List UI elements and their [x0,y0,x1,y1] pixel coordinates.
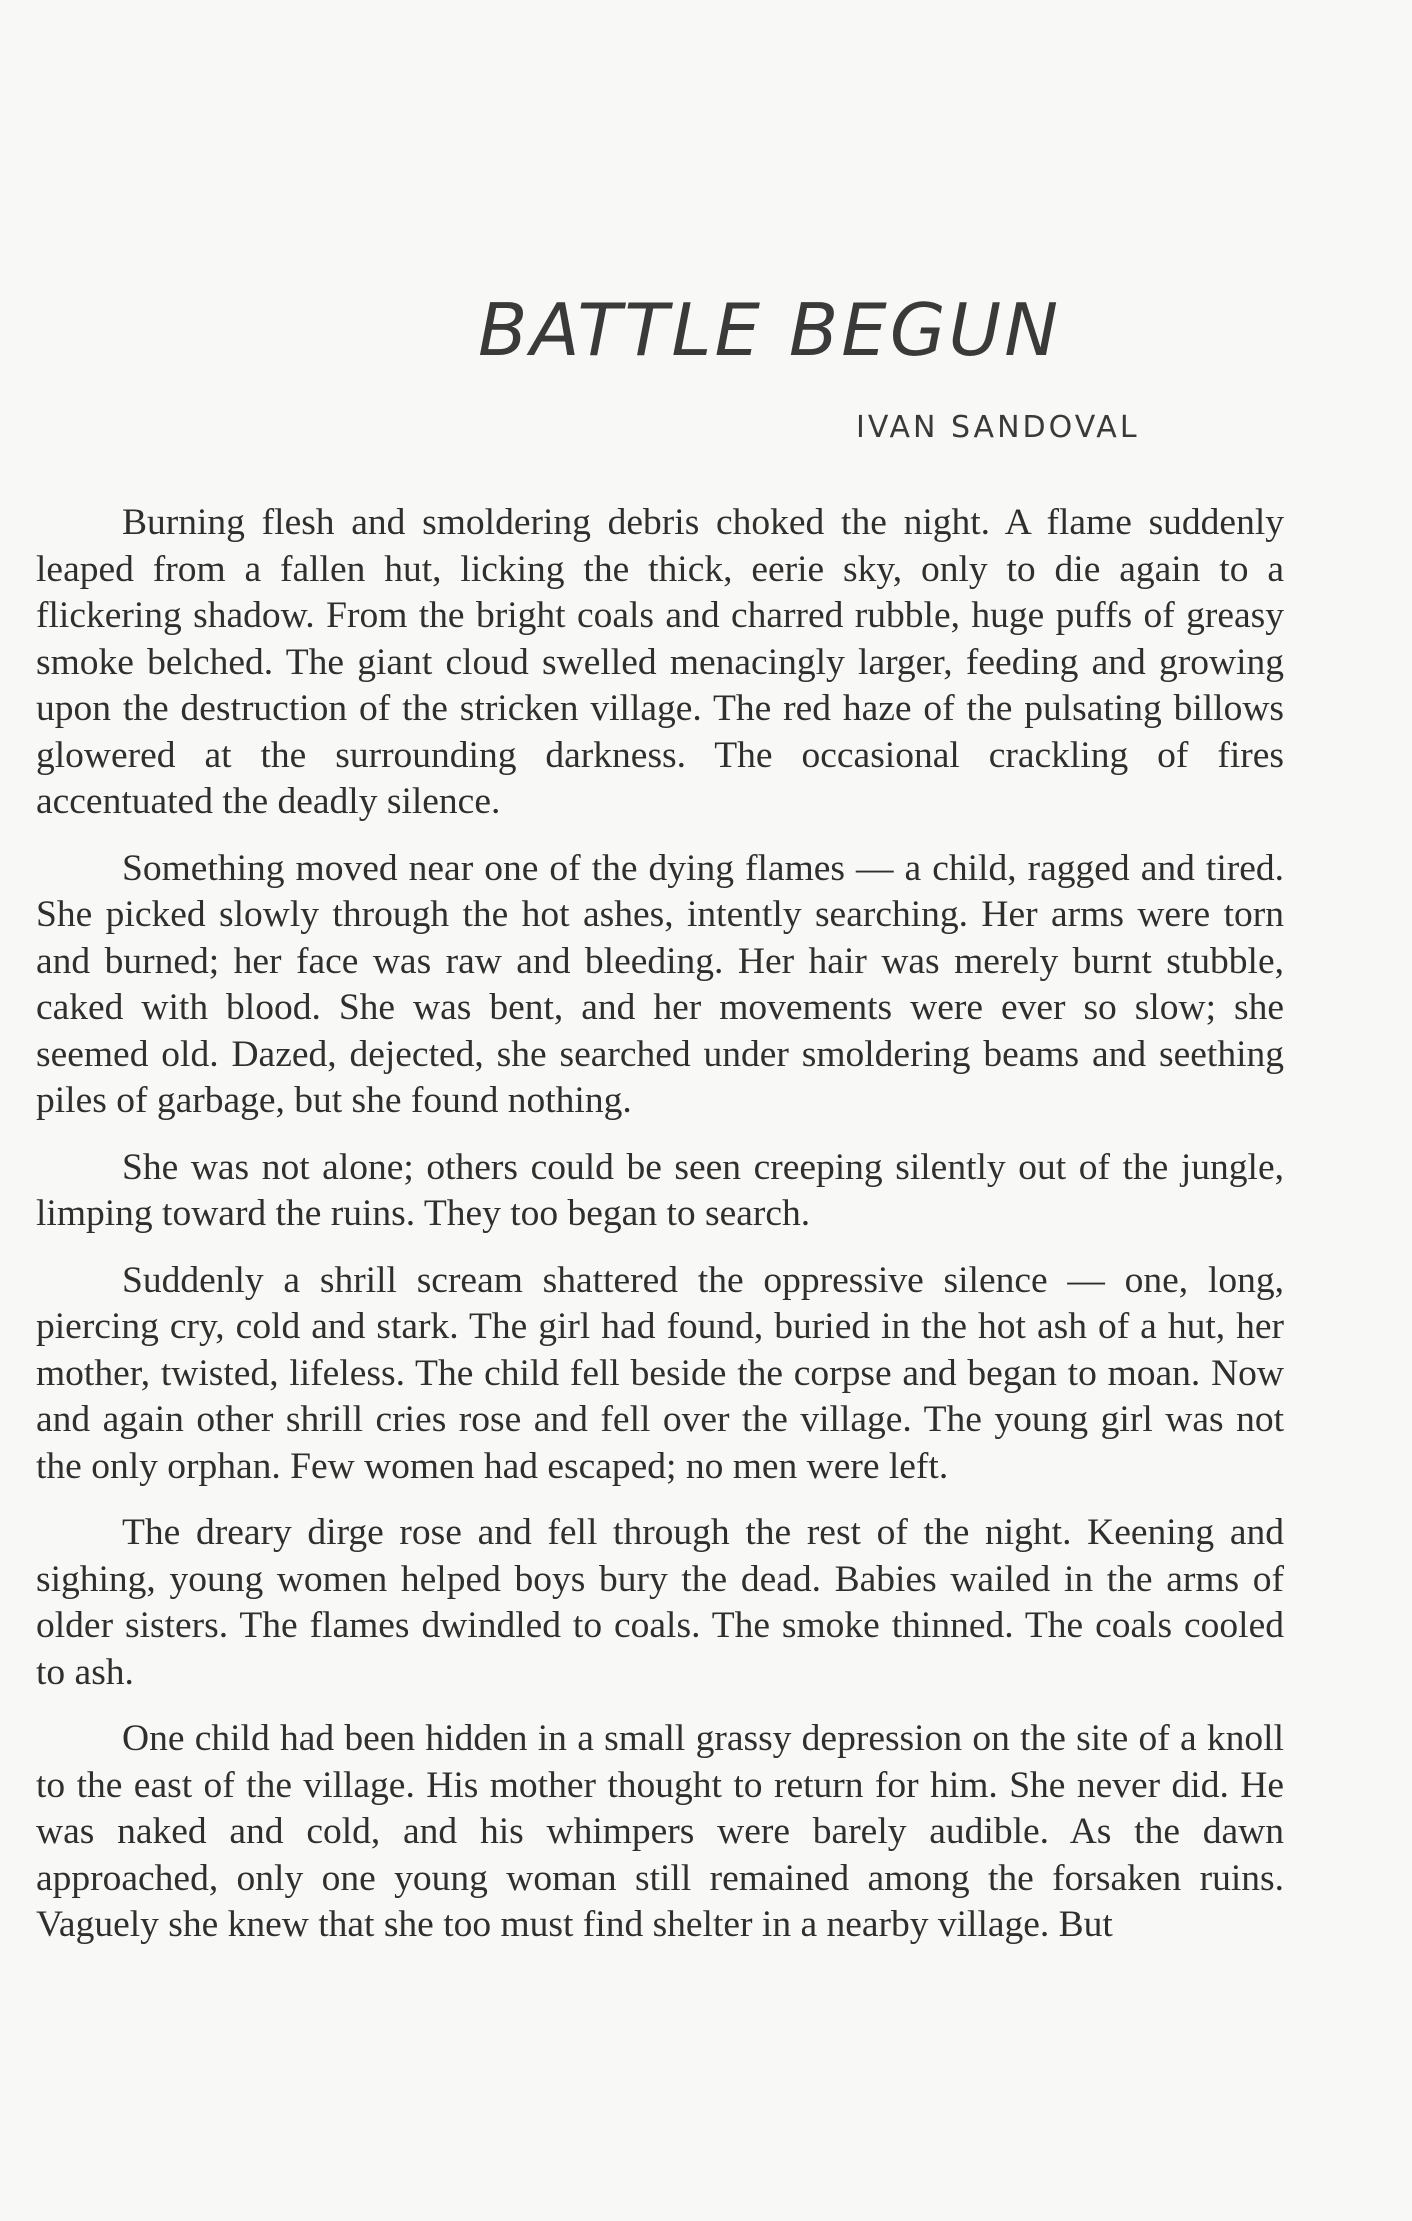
author-name: IVAN SANDOVAL [856,410,1140,445]
paragraph: The dreary dirge rose and fell through the rest of the night. Keening and sighing, young women helped boys bury the dead. Babies wailed in the arms of older sisters. The flames dwindled to coals. The smoke thinned. The coals cooled to ash. [36,1512,1284,1693]
paragraph: Burning flesh and smoldering debris choked the night. A flame suddenly leaped from a fallen hut, licking the thick, eerie sky, only to die again to a flickering shadow. From the bright coals and charred rubble, huge puffs of greasy smoke belched. The giant cloud swelled menacingly larger, feeding and growing upon the destruction of the stricken village. The red haze of the pulsating billows glowered at the surrounding darkness. The occasional crackling of fires accentuated the deadly silence. [36,502,1284,822]
paragraph: She was not alone; others could be seen creeping silently out of the jungle, limping toward the ruins. They too began to search. [36,1146,1284,1234]
paragraph: Suddenly a shrill scream shattered the oppressive silence — one, long, piercing cry, cold and stark. The girl had found, buried in the hot ash of a hut, her mother, twisted, lifeless. The child fell beside the corpse and began to moan. Now and again other shrill cries rose and fell over the village. The young girl was not the only orphan. Few women had escaped; no men were left. [36,1259,1284,1487]
story-body [36,500,1284,1969]
story-title: BATTLE BEGUN [478,288,1062,372]
paragraph: One child had been hidden in a small grassy depression on the site of a knoll to the east of the village. His mother thought to return for him. She never did. He was naked and cold, and his whimpers were barely audible. As the dawn approached, only one young woman still remained among the forsaken ruins. Vaguely she knew that she too must find shelter in a nearby village. But [36,1718,1284,1945]
paragraph: Something moved near one of the dying flames — a child, ragged and tired. She picked slowly through the hot ashes, intently searching. Her arms were torn and burned; her face was raw and bleeding. Her hair was merely burnt stubble, caked with blood. She was bent, and her movements were ever so slow; she seemed old. Dazed, dejected, she searched under smoldering beams and seething piles of garbage, but she found nothing. [36,847,1284,1121]
